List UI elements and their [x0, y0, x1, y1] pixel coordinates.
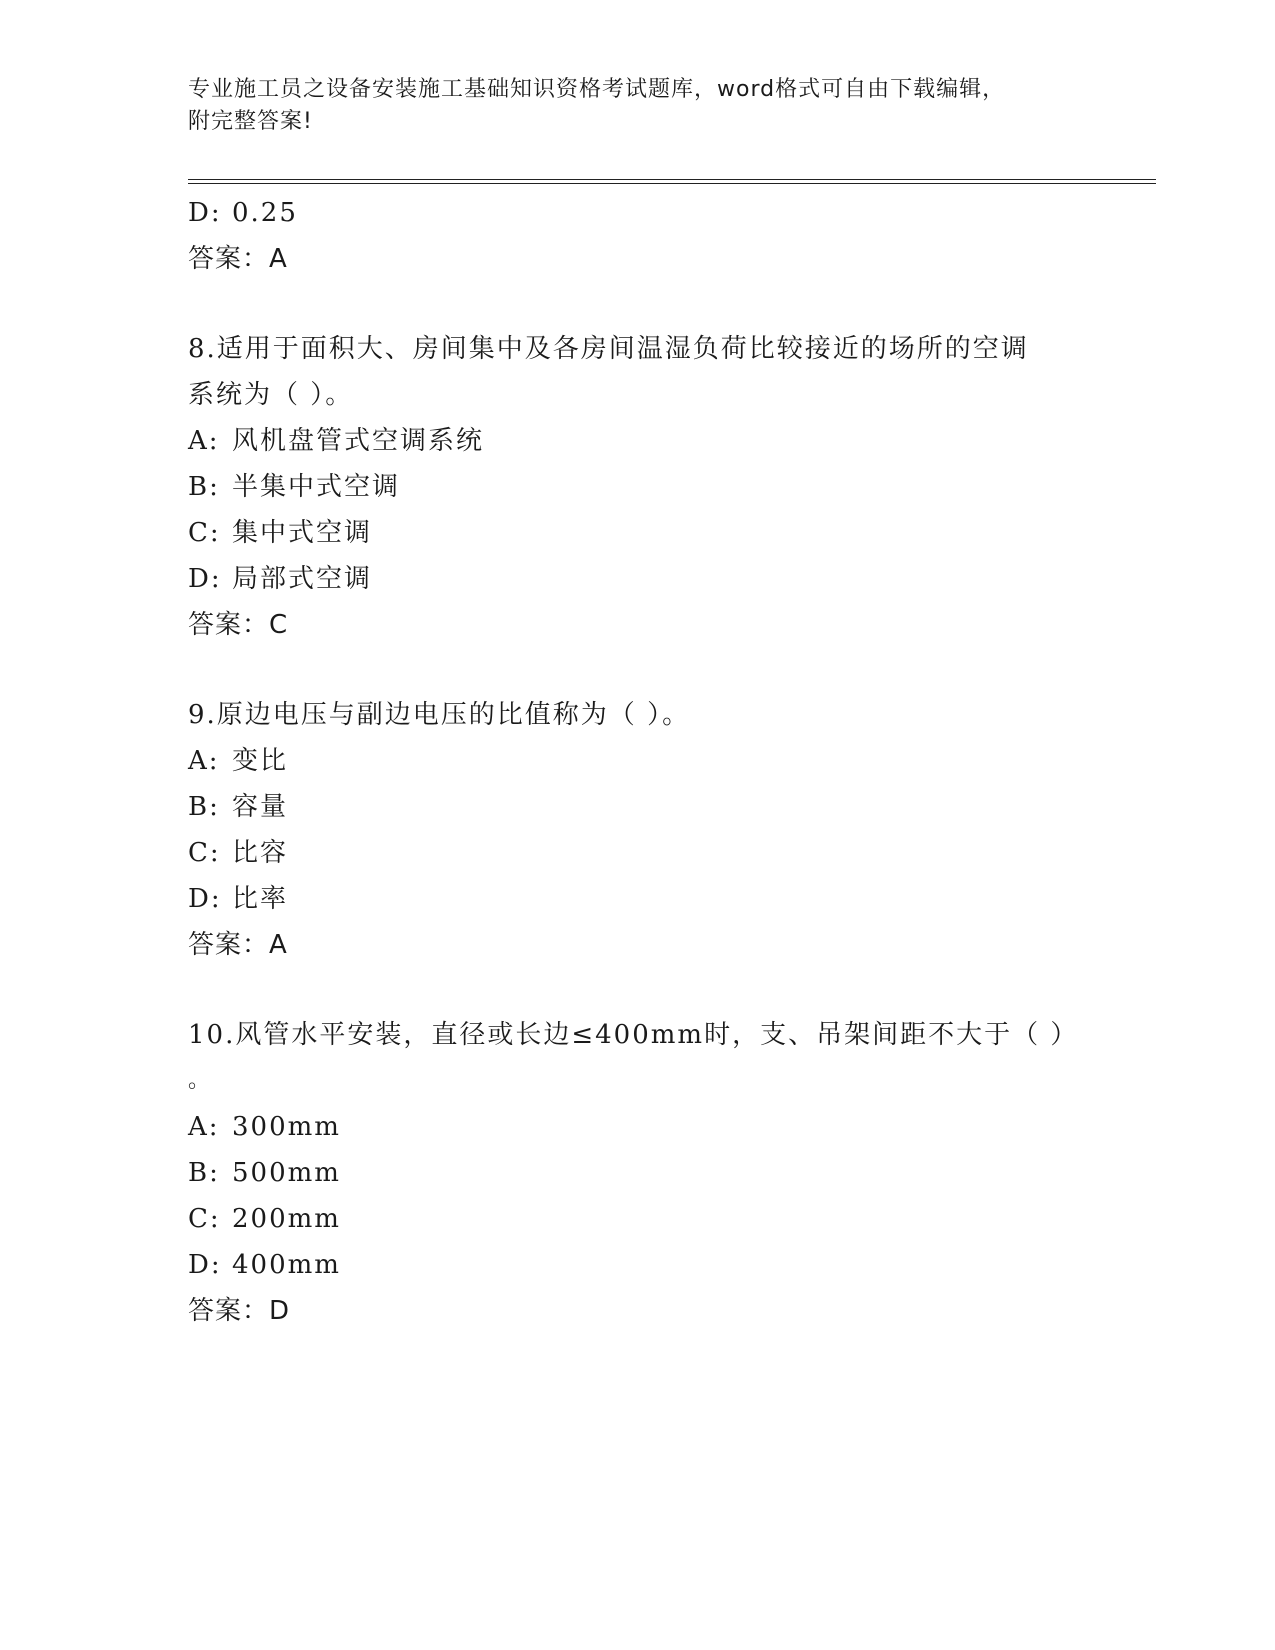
option-a — [188, 738, 1148, 784]
question-stem: 10.风管水平安装，直径或长边≤400mm时，支、吊架间距不大于（ ） — [188, 1020, 1079, 1050]
option-label: C: — [188, 1204, 221, 1234]
option-label: D: — [188, 198, 222, 228]
option-label: D: — [188, 564, 222, 594]
option-text: 比容 — [232, 838, 289, 868]
option-label: B: — [188, 792, 220, 822]
option-c — [188, 1196, 1148, 1242]
option-c — [188, 510, 1148, 556]
option-b — [188, 1150, 1148, 1196]
option-label: C: — [188, 838, 221, 868]
option-a — [188, 1104, 1148, 1150]
option-text: 局部式空调 — [232, 564, 373, 594]
question-list — [188, 190, 1148, 1334]
answer: 答案：C — [188, 610, 289, 640]
option-b — [188, 784, 1148, 830]
option-text: 500mm — [232, 1158, 341, 1188]
question-stem: 9.原边电压与副边电压的比值称为（ ）。 — [188, 700, 691, 730]
option-a — [188, 418, 1148, 464]
option-d — [188, 1242, 1148, 1288]
prev-answer: 答案：A — [188, 244, 288, 274]
option-d — [188, 556, 1148, 602]
page-header — [188, 74, 1088, 138]
option-text: 半集中式空调 — [232, 472, 401, 502]
option-label: B: — [188, 1158, 220, 1188]
option-label: D: — [188, 1250, 222, 1280]
option-label: A: — [188, 426, 220, 456]
header-line-1: 专业施工员之设备安装施工基础知识资格考试题库，word格式可自由下载编辑， — [188, 77, 1006, 102]
option-text: 300mm — [232, 1112, 341, 1142]
question-stem-continued: 。 — [188, 1068, 211, 1093]
header-divider-top — [188, 179, 1156, 180]
option-label: A: — [188, 746, 220, 776]
option-text: 风机盘管式空调系统 — [232, 426, 485, 456]
option-text: 0.25 — [232, 198, 298, 228]
header-divider-bottom — [188, 183, 1156, 184]
header-line-2: 附完整答案! — [188, 109, 313, 134]
option-text: 比率 — [232, 884, 289, 914]
question-stem-continued: 系统为（ ）。 — [188, 380, 354, 410]
question-8 — [188, 326, 1148, 648]
question-stem: 8.适用于面积大、房间集中及各房间温湿负荷比较接近的场所的空调 — [188, 334, 1029, 364]
option-text: 400mm — [232, 1250, 341, 1280]
question-10 — [188, 1012, 1148, 1334]
option-c — [188, 830, 1148, 876]
prev-option-d — [188, 190, 1148, 236]
option-text: 变比 — [232, 746, 289, 776]
question-9 — [188, 692, 1148, 968]
option-d — [188, 876, 1148, 922]
option-label: B: — [188, 472, 220, 502]
option-text: 200mm — [232, 1204, 341, 1234]
answer: 答案：D — [188, 1296, 291, 1326]
option-label: C: — [188, 518, 221, 548]
option-b — [188, 464, 1148, 510]
option-text: 容量 — [232, 792, 289, 822]
option-label: D: — [188, 884, 222, 914]
option-label: A: — [188, 1112, 220, 1142]
option-text: 集中式空调 — [232, 518, 373, 548]
answer: 答案：A — [188, 930, 288, 960]
